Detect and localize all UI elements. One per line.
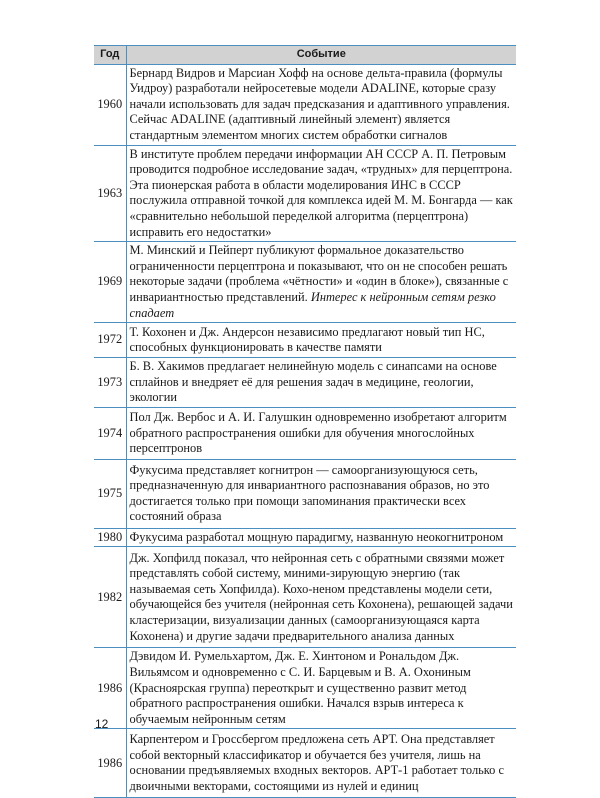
table-row	[94, 358, 516, 408]
event-cell: Карпентером и Гроссбергом предложена сеть АРТ. Она представляет собой векторный классификатор и обучается без учителя, лишь на основании предъявляемых входных векторов. АРТ-1 работает только с двоичными векторами, состоящими из нулей и единиц	[126, 729, 516, 798]
event-cell: Дэвидом И. Румельхартом, Дж. Е. Хинтоном и Рональдом Дж. Вильямсом и одновременно с С. И. Барцевым и В. А. Охониным (Красноярская группа) переоткрыт и существенно развит метод обратного распространения ошибки. Начался взрыв интереса к обучаемым нейронным сетям	[126, 648, 516, 729]
table-row	[94, 242, 516, 323]
event-cell: Т. Кохонен и Дж. Андерсон независимо предлагают новый тип НС, способных функционировать в качестве памяти	[126, 323, 516, 358]
table-row	[94, 547, 516, 648]
event-note: Интерес к нейронным сетям резко спадает	[129, 289, 496, 320]
year-cell: 1975	[94, 459, 126, 528]
table-row	[94, 145, 516, 242]
event-cell: Пол Дж. Вербос и А. И. Галушкин одновременно изобретают алгоритм обратного распространения ошибки для обучения многослойных перcептронов	[126, 407, 516, 459]
event-text: М. Минский и Пейперт публикуют формальное доказательство ограниченности перцептрона и показывают, что он не способен решать некоторые задачи (проблема «чётности» и «один в блоке»), связанные с инвариантностью представлений.	[129, 243, 509, 304]
event-cell: В институте проблем передачи информации АН СССР А. П. Петровым проводится подробное исследование задач, «трудных» для перцептрона. Эта пионерская работа в области моделирования ИНС в СССР послужила отправной точкой для комплекса идей М. М. Бонгарда — как «сравнительно небольшой переделкой алгоритма (перцептрона) исправить его недостатки»	[126, 145, 516, 242]
table-row	[94, 729, 516, 798]
table-row	[94, 407, 516, 459]
year-cell: 1974	[94, 407, 126, 459]
history-table	[94, 45, 516, 798]
table-row	[94, 648, 516, 729]
event-column-header: Событие	[126, 46, 516, 65]
event-cell: Фукусима разработал мощную парадигму, названную неокогнитроном	[126, 528, 516, 547]
table-row	[94, 64, 516, 145]
year-cell: 1969	[94, 242, 126, 323]
table-row	[94, 323, 516, 358]
event-cell	[126, 242, 516, 323]
year-cell: 1986	[94, 648, 126, 729]
table-header-row	[94, 46, 516, 65]
year-cell: 1982	[94, 547, 126, 648]
event-cell: Дж. Хопфилд показал, что нейронная сеть с обратными связями может представлять собой систему, миними-зирующую энергию (так называемая сеть Хопфилда). Кохо-неном представлены модели сети, обучающейся без учителя (нейронная сеть Кохонена), решающей задачи кластеризации, визуализации данных (самоорганизующаяся карта Кохонена) и другие задачи предварительного анализа данных	[126, 547, 516, 648]
year-column-header: Год	[94, 46, 126, 65]
event-cell: Б. В. Хакимов предлагает нелинейную модель с синапсами на основе сплайнов и внедряет её для решения задач в медицине, геологии, экологии	[126, 358, 516, 408]
year-cell: 1980	[94, 528, 126, 547]
year-cell: 1960	[94, 64, 126, 145]
year-cell: 1963	[94, 145, 126, 242]
table-row	[94, 459, 516, 528]
page-number: 12	[95, 717, 109, 731]
event-cell: Фукусима представляет когнитрон — самоорганизующуюся сеть, предназначенную для инвариантного распознавания образов, но это достигается только при помощи запоминания практически всех состояний образа	[126, 459, 516, 528]
year-cell: 1986	[94, 729, 126, 798]
table-row	[94, 528, 516, 547]
year-cell: 1973	[94, 358, 126, 408]
year-cell: 1972	[94, 323, 126, 358]
event-cell: Бернард Видров и Марсиан Хофф на основе дельта-правила (формулы Уидроу) разработали нейросетевые модели ADALINE, которые сразу начали использовать для задач предсказания и адаптивного управления. Сейчас ADALINE (адаптивный линейный элемент) является стандартным элементом многих систем обработки сигналов	[126, 64, 516, 145]
